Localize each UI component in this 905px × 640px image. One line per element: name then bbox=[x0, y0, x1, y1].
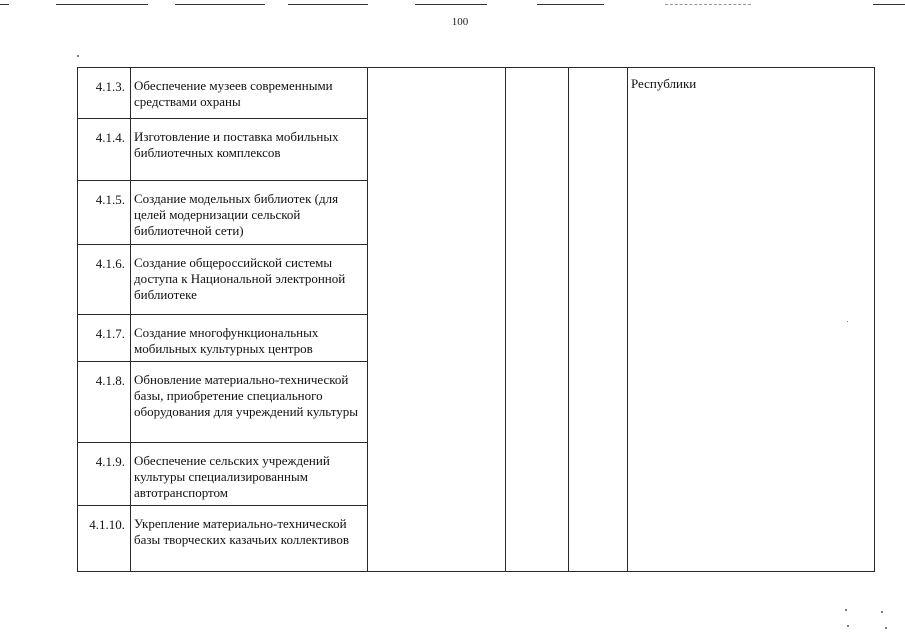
row-number-text: 4.1.8. bbox=[95, 373, 125, 388]
scan-speck bbox=[845, 609, 847, 611]
row-title bbox=[131, 443, 368, 506]
row-number bbox=[78, 506, 131, 572]
page-number: 100 bbox=[451, 16, 469, 28]
row-number-text: 4.1.5. bbox=[95, 192, 125, 207]
top-rule bbox=[56, 4, 148, 5]
top-rule bbox=[665, 4, 751, 5]
empty-cell bbox=[368, 68, 506, 572]
row-number bbox=[78, 245, 131, 315]
row-title-text: Обновление материально-технической базы, приобретение специального оборудования для учреждений культуры bbox=[134, 372, 358, 419]
table-row bbox=[78, 68, 875, 119]
row-number bbox=[78, 181, 131, 245]
top-rule bbox=[537, 4, 604, 5]
top-rule bbox=[175, 4, 265, 5]
row-title bbox=[131, 68, 368, 119]
note-text: Республики bbox=[631, 76, 697, 91]
row-number bbox=[78, 362, 131, 443]
top-rule bbox=[0, 4, 9, 5]
row-number-text: 4.1.7. bbox=[95, 326, 125, 341]
row-number-text: 4.1.4. bbox=[95, 130, 125, 145]
row-title-text: Создание модельных библиотек (для целей модернизации сельской библиотечной сети) bbox=[134, 191, 339, 238]
row-title bbox=[131, 315, 368, 362]
row-title-text: Создание общероссийской системы доступа к Национальной электронной библиотеке bbox=[134, 255, 346, 302]
top-rule bbox=[288, 4, 368, 5]
row-title bbox=[131, 181, 368, 245]
empty-cell bbox=[506, 68, 569, 572]
row-number-text: 4.1.6. bbox=[95, 256, 125, 271]
top-rule bbox=[415, 4, 487, 5]
row-title-text: Укрепление материально-технической базы творческих казачьих коллективов bbox=[134, 516, 349, 547]
row-title-text: Обеспечение музеев современными средствами охраны bbox=[134, 78, 333, 109]
row-number bbox=[78, 315, 131, 362]
measures-table bbox=[77, 67, 875, 572]
scan-speck bbox=[847, 625, 849, 627]
scan-speck bbox=[77, 55, 79, 57]
row-title bbox=[131, 362, 368, 443]
row-title bbox=[131, 245, 368, 315]
row-number bbox=[78, 68, 131, 119]
row-number-text: 4.1.9. bbox=[95, 454, 125, 469]
row-title-text: Обеспечение сельских учреждений культуры специализированным автотранспортом bbox=[134, 453, 330, 500]
row-title-text: Изготовление и поставка мобильных библиотечных комплексов bbox=[134, 129, 339, 160]
scan-speck bbox=[885, 627, 887, 629]
top-rule bbox=[873, 4, 905, 5]
scan-speck bbox=[881, 611, 883, 613]
row-number-text: 4.1.10. bbox=[89, 517, 125, 532]
row-title bbox=[131, 506, 368, 572]
row-title bbox=[131, 119, 368, 181]
row-title-text: Создание многофункциональных мобильных культурных центров bbox=[134, 325, 319, 356]
note-cell bbox=[628, 68, 875, 572]
row-number-text: 4.1.3. bbox=[95, 79, 125, 94]
empty-cell bbox=[569, 68, 628, 572]
row-number bbox=[78, 119, 131, 181]
row-number bbox=[78, 443, 131, 506]
